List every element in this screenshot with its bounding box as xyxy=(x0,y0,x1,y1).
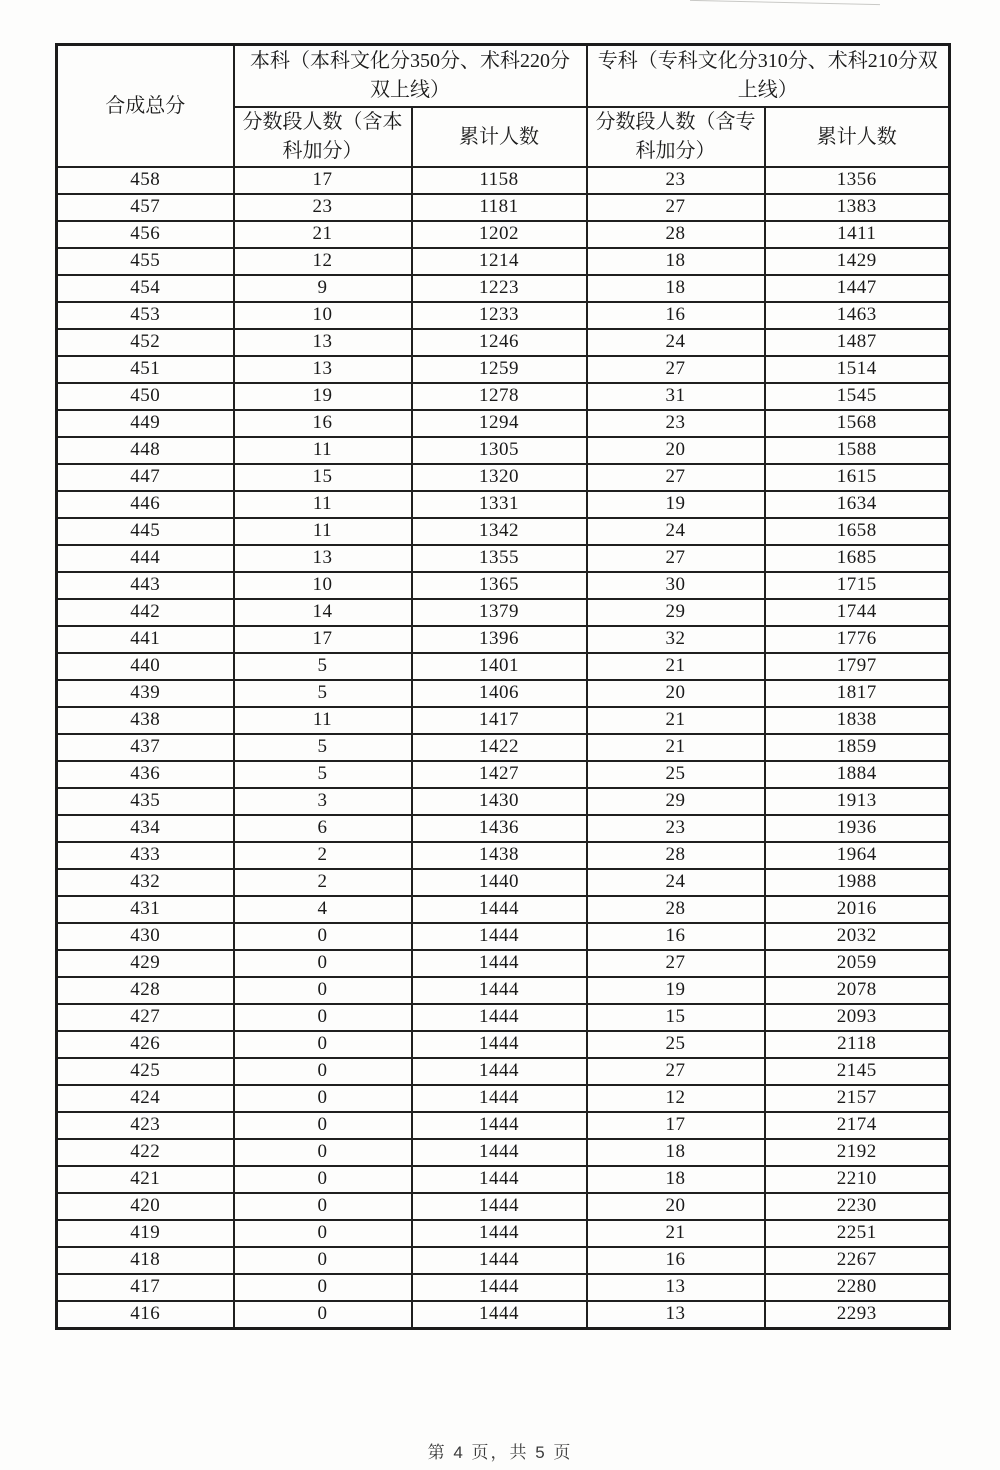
cell-composite-score: 442 xyxy=(57,599,234,626)
cell-benke-cumulative: 1444 xyxy=(412,1031,587,1058)
cell-benke-segment: 10 xyxy=(234,302,412,329)
cell-benke-cumulative: 1396 xyxy=(412,626,587,653)
cell-zhuanke-segment: 16 xyxy=(587,923,765,950)
cell-composite-score: 427 xyxy=(57,1004,234,1031)
cell-benke-cumulative: 1427 xyxy=(412,761,587,788)
table-row xyxy=(57,248,950,275)
cell-benke-segment: 5 xyxy=(234,734,412,761)
cell-benke-segment: 5 xyxy=(234,680,412,707)
table-row xyxy=(57,1031,950,1058)
header-benke-cumulative-count: 累计人数 xyxy=(412,107,587,167)
cell-zhuanke-segment: 24 xyxy=(587,869,765,896)
cell-zhuanke-cumulative: 2192 xyxy=(765,1139,950,1166)
table-row xyxy=(57,707,950,734)
cell-zhuanke-cumulative: 1588 xyxy=(765,437,950,464)
cell-zhuanke-segment: 28 xyxy=(587,842,765,869)
cell-zhuanke-segment: 18 xyxy=(587,1166,765,1193)
cell-benke-segment: 11 xyxy=(234,437,412,464)
cell-zhuanke-cumulative: 1859 xyxy=(765,734,950,761)
cell-zhuanke-cumulative: 2157 xyxy=(765,1085,950,1112)
table-row xyxy=(57,1139,950,1166)
table-row xyxy=(57,923,950,950)
cell-benke-segment: 2 xyxy=(234,869,412,896)
header-benke-group: 本科（本科文化分350分、术科220分双上线） xyxy=(234,45,587,108)
cell-zhuanke-segment: 23 xyxy=(587,815,765,842)
table-body xyxy=(57,167,950,1329)
table-row xyxy=(57,761,950,788)
cell-benke-cumulative: 1444 xyxy=(412,977,587,1004)
cell-zhuanke-segment: 25 xyxy=(587,761,765,788)
table-row xyxy=(57,842,950,869)
cell-benke-cumulative: 1202 xyxy=(412,221,587,248)
table-row xyxy=(57,1112,950,1139)
cell-zhuanke-cumulative: 1463 xyxy=(765,302,950,329)
cell-composite-score: 440 xyxy=(57,653,234,680)
header-group-row xyxy=(57,45,950,108)
table-row xyxy=(57,545,950,572)
cell-benke-cumulative: 1355 xyxy=(412,545,587,572)
cell-benke-segment: 11 xyxy=(234,518,412,545)
cell-zhuanke-cumulative: 2093 xyxy=(765,1004,950,1031)
cell-benke-cumulative: 1444 xyxy=(412,923,587,950)
cell-zhuanke-segment: 29 xyxy=(587,599,765,626)
table-row xyxy=(57,1220,950,1247)
cell-benke-cumulative: 1444 xyxy=(412,1247,587,1274)
table-row xyxy=(57,1004,950,1031)
cell-zhuanke-cumulative: 1447 xyxy=(765,275,950,302)
cell-zhuanke-segment: 21 xyxy=(587,1220,765,1247)
cell-benke-cumulative: 1444 xyxy=(412,1085,587,1112)
cell-benke-segment: 19 xyxy=(234,383,412,410)
cell-zhuanke-cumulative: 1913 xyxy=(765,788,950,815)
cell-benke-cumulative: 1379 xyxy=(412,599,587,626)
cell-zhuanke-segment: 12 xyxy=(587,1085,765,1112)
cell-zhuanke-segment: 27 xyxy=(587,1058,765,1085)
cell-zhuanke-cumulative: 1514 xyxy=(765,356,950,383)
cell-benke-cumulative: 1214 xyxy=(412,248,587,275)
cell-composite-score: 456 xyxy=(57,221,234,248)
table-row xyxy=(57,1247,950,1274)
cell-composite-score: 426 xyxy=(57,1031,234,1058)
table-row xyxy=(57,275,950,302)
cell-benke-cumulative: 1444 xyxy=(412,1058,587,1085)
table-row xyxy=(57,437,950,464)
cell-benke-segment: 0 xyxy=(234,1193,412,1220)
cell-benke-segment: 14 xyxy=(234,599,412,626)
cell-zhuanke-segment: 17 xyxy=(587,1112,765,1139)
table-row xyxy=(57,410,950,437)
cell-benke-segment: 0 xyxy=(234,1058,412,1085)
cell-zhuanke-segment: 19 xyxy=(587,491,765,518)
cell-zhuanke-segment: 20 xyxy=(587,437,765,464)
cell-benke-segment: 15 xyxy=(234,464,412,491)
cell-benke-segment: 0 xyxy=(234,1112,412,1139)
cell-zhuanke-cumulative: 2230 xyxy=(765,1193,950,1220)
header-benke-segment-count: 分数段人数（含本科加分） xyxy=(234,107,412,167)
table-row xyxy=(57,572,950,599)
cell-benke-cumulative: 1406 xyxy=(412,680,587,707)
cell-benke-cumulative: 1444 xyxy=(412,1139,587,1166)
cell-benke-segment: 17 xyxy=(234,167,412,194)
cell-benke-segment: 11 xyxy=(234,707,412,734)
cell-zhuanke-cumulative: 1487 xyxy=(765,329,950,356)
cell-zhuanke-cumulative: 1988 xyxy=(765,869,950,896)
cell-composite-score: 443 xyxy=(57,572,234,599)
table-row xyxy=(57,464,950,491)
cell-benke-segment: 0 xyxy=(234,1031,412,1058)
cell-benke-cumulative: 1444 xyxy=(412,1166,587,1193)
cell-benke-cumulative: 1278 xyxy=(412,383,587,410)
cell-zhuanke-cumulative: 1658 xyxy=(765,518,950,545)
cell-benke-segment: 5 xyxy=(234,653,412,680)
cell-benke-segment: 0 xyxy=(234,1274,412,1301)
cell-benke-segment: 4 xyxy=(234,896,412,923)
cell-benke-cumulative: 1444 xyxy=(412,1193,587,1220)
cell-zhuanke-cumulative: 1568 xyxy=(765,410,950,437)
cell-zhuanke-segment: 31 xyxy=(587,383,765,410)
cell-benke-cumulative: 1233 xyxy=(412,302,587,329)
scan-artifact-line xyxy=(690,0,880,5)
cell-composite-score: 434 xyxy=(57,815,234,842)
cell-zhuanke-segment: 23 xyxy=(587,410,765,437)
cell-benke-segment: 0 xyxy=(234,1220,412,1247)
cell-benke-cumulative: 1259 xyxy=(412,356,587,383)
cell-zhuanke-segment: 23 xyxy=(587,167,765,194)
cell-zhuanke-cumulative: 2210 xyxy=(765,1166,950,1193)
cell-zhuanke-segment: 21 xyxy=(587,707,765,734)
cell-zhuanke-cumulative: 2016 xyxy=(765,896,950,923)
cell-composite-score: 437 xyxy=(57,734,234,761)
cell-benke-cumulative: 1223 xyxy=(412,275,587,302)
cell-zhuanke-cumulative: 2174 xyxy=(765,1112,950,1139)
cell-zhuanke-segment: 28 xyxy=(587,896,765,923)
cell-benke-segment: 0 xyxy=(234,950,412,977)
cell-composite-score: 445 xyxy=(57,518,234,545)
cell-zhuanke-segment: 25 xyxy=(587,1031,765,1058)
cell-zhuanke-segment: 19 xyxy=(587,977,765,1004)
table-row xyxy=(57,815,950,842)
cell-benke-cumulative: 1331 xyxy=(412,491,587,518)
table-row xyxy=(57,1193,950,1220)
cell-benke-cumulative: 1444 xyxy=(412,1274,587,1301)
table-row xyxy=(57,950,950,977)
cell-zhuanke-segment: 20 xyxy=(587,1193,765,1220)
cell-benke-segment: 13 xyxy=(234,545,412,572)
cell-benke-cumulative: 1440 xyxy=(412,869,587,896)
cell-zhuanke-cumulative: 1545 xyxy=(765,383,950,410)
table-row xyxy=(57,1274,950,1301)
cell-composite-score: 430 xyxy=(57,923,234,950)
table-row xyxy=(57,1301,950,1329)
cell-benke-cumulative: 1444 xyxy=(412,896,587,923)
cell-zhuanke-cumulative: 1936 xyxy=(765,815,950,842)
cell-benke-cumulative: 1320 xyxy=(412,464,587,491)
cell-zhuanke-segment: 29 xyxy=(587,788,765,815)
cell-composite-score: 439 xyxy=(57,680,234,707)
cell-zhuanke-cumulative: 1411 xyxy=(765,221,950,248)
cell-benke-cumulative: 1342 xyxy=(412,518,587,545)
cell-composite-score: 452 xyxy=(57,329,234,356)
cell-zhuanke-cumulative: 2267 xyxy=(765,1247,950,1274)
cell-composite-score: 441 xyxy=(57,626,234,653)
cell-benke-segment: 17 xyxy=(234,626,412,653)
cell-zhuanke-cumulative: 1884 xyxy=(765,761,950,788)
cell-zhuanke-cumulative: 2145 xyxy=(765,1058,950,1085)
cell-composite-score: 418 xyxy=(57,1247,234,1274)
cell-zhuanke-segment: 21 xyxy=(587,653,765,680)
cell-benke-segment: 13 xyxy=(234,329,412,356)
cell-composite-score: 453 xyxy=(57,302,234,329)
cell-benke-segment: 9 xyxy=(234,275,412,302)
header-zhuanke-group: 专科（专科文化分310分、术科210分双上线） xyxy=(587,45,950,108)
cell-zhuanke-segment: 24 xyxy=(587,518,765,545)
table-row xyxy=(57,734,950,761)
cell-zhuanke-segment: 27 xyxy=(587,356,765,383)
cell-zhuanke-segment: 27 xyxy=(587,194,765,221)
cell-zhuanke-cumulative: 1776 xyxy=(765,626,950,653)
cell-benke-cumulative: 1246 xyxy=(412,329,587,356)
cell-composite-score: 449 xyxy=(57,410,234,437)
cell-zhuanke-segment: 27 xyxy=(587,950,765,977)
cell-benke-cumulative: 1444 xyxy=(412,1220,587,1247)
cell-composite-score: 423 xyxy=(57,1112,234,1139)
cell-composite-score: 428 xyxy=(57,977,234,1004)
cell-benke-cumulative: 1444 xyxy=(412,1112,587,1139)
cell-composite-score: 457 xyxy=(57,194,234,221)
table-row xyxy=(57,383,950,410)
cell-benke-cumulative: 1305 xyxy=(412,437,587,464)
cell-zhuanke-segment: 16 xyxy=(587,1247,765,1274)
cell-zhuanke-cumulative: 1817 xyxy=(765,680,950,707)
table-row xyxy=(57,869,950,896)
cell-benke-segment: 16 xyxy=(234,410,412,437)
cell-composite-score: 435 xyxy=(57,788,234,815)
cell-composite-score: 422 xyxy=(57,1139,234,1166)
cell-composite-score: 419 xyxy=(57,1220,234,1247)
cell-zhuanke-cumulative: 1744 xyxy=(765,599,950,626)
cell-composite-score: 446 xyxy=(57,491,234,518)
table-row xyxy=(57,167,950,194)
cell-benke-segment: 0 xyxy=(234,1085,412,1112)
cell-benke-cumulative: 1181 xyxy=(412,194,587,221)
cell-zhuanke-segment: 24 xyxy=(587,329,765,356)
cell-composite-score: 436 xyxy=(57,761,234,788)
cell-benke-cumulative: 1444 xyxy=(412,1301,587,1329)
cell-composite-score: 424 xyxy=(57,1085,234,1112)
cell-zhuanke-cumulative: 2251 xyxy=(765,1220,950,1247)
cell-composite-score: 431 xyxy=(57,896,234,923)
cell-zhuanke-segment: 27 xyxy=(587,464,765,491)
table-row xyxy=(57,356,950,383)
cell-zhuanke-segment: 18 xyxy=(587,275,765,302)
cell-zhuanke-cumulative: 2032 xyxy=(765,923,950,950)
cell-benke-segment: 11 xyxy=(234,491,412,518)
cell-benke-cumulative: 1401 xyxy=(412,653,587,680)
cell-composite-score: 458 xyxy=(57,167,234,194)
cell-benke-cumulative: 1444 xyxy=(412,950,587,977)
cell-composite-score: 447 xyxy=(57,464,234,491)
cell-zhuanke-segment: 18 xyxy=(587,248,765,275)
header-zhuanke-segment-count: 分数段人数（含专科加分） xyxy=(587,107,765,167)
cell-benke-segment: 3 xyxy=(234,788,412,815)
cell-benke-cumulative: 1158 xyxy=(412,167,587,194)
cell-benke-segment: 5 xyxy=(234,761,412,788)
cell-zhuanke-cumulative: 1685 xyxy=(765,545,950,572)
cell-benke-segment: 0 xyxy=(234,1139,412,1166)
cell-zhuanke-cumulative: 1615 xyxy=(765,464,950,491)
cell-zhuanke-cumulative: 2293 xyxy=(765,1301,950,1329)
cell-zhuanke-segment: 32 xyxy=(587,626,765,653)
cell-zhuanke-cumulative: 2280 xyxy=(765,1274,950,1301)
cell-zhuanke-cumulative: 2078 xyxy=(765,977,950,1004)
table-row xyxy=(57,329,950,356)
cell-zhuanke-cumulative: 2118 xyxy=(765,1031,950,1058)
cell-composite-score: 451 xyxy=(57,356,234,383)
cell-zhuanke-segment: 27 xyxy=(587,545,765,572)
cell-zhuanke-segment: 18 xyxy=(587,1139,765,1166)
table-row xyxy=(57,626,950,653)
cell-benke-cumulative: 1438 xyxy=(412,842,587,869)
table-row xyxy=(57,518,950,545)
cell-benke-segment: 0 xyxy=(234,1004,412,1031)
cell-zhuanke-cumulative: 1797 xyxy=(765,653,950,680)
cell-zhuanke-cumulative: 1715 xyxy=(765,572,950,599)
cell-zhuanke-segment: 15 xyxy=(587,1004,765,1031)
cell-composite-score: 420 xyxy=(57,1193,234,1220)
cell-composite-score: 416 xyxy=(57,1301,234,1329)
cell-zhuanke-cumulative: 1964 xyxy=(765,842,950,869)
cell-composite-score: 429 xyxy=(57,950,234,977)
table-row xyxy=(57,1166,950,1193)
cell-benke-cumulative: 1430 xyxy=(412,788,587,815)
table-row xyxy=(57,896,950,923)
table-row xyxy=(57,221,950,248)
cell-benke-segment: 12 xyxy=(234,248,412,275)
table-header xyxy=(57,45,950,168)
table-row xyxy=(57,788,950,815)
cell-zhuanke-segment: 20 xyxy=(587,680,765,707)
cell-composite-score: 455 xyxy=(57,248,234,275)
cell-composite-score: 433 xyxy=(57,842,234,869)
page-footer: 第 4 页，共 5 页 xyxy=(427,1443,573,1462)
cell-zhuanke-cumulative: 1356 xyxy=(765,167,950,194)
cell-benke-cumulative: 1365 xyxy=(412,572,587,599)
cell-zhuanke-segment: 13 xyxy=(587,1301,765,1329)
cell-benke-segment: 13 xyxy=(234,356,412,383)
cell-composite-score: 421 xyxy=(57,1166,234,1193)
cell-composite-score: 448 xyxy=(57,437,234,464)
table-row xyxy=(57,1085,950,1112)
cell-zhuanke-segment: 28 xyxy=(587,221,765,248)
cell-benke-cumulative: 1422 xyxy=(412,734,587,761)
cell-composite-score: 450 xyxy=(57,383,234,410)
cell-composite-score: 444 xyxy=(57,545,234,572)
cell-benke-segment: 6 xyxy=(234,815,412,842)
cell-composite-score: 438 xyxy=(57,707,234,734)
cell-benke-segment: 0 xyxy=(234,1166,412,1193)
cell-composite-score: 417 xyxy=(57,1274,234,1301)
cell-zhuanke-cumulative: 1634 xyxy=(765,491,950,518)
cell-composite-score: 454 xyxy=(57,275,234,302)
cell-benke-cumulative: 1417 xyxy=(412,707,587,734)
cell-benke-cumulative: 1444 xyxy=(412,1004,587,1031)
score-distribution-table xyxy=(55,43,951,1330)
table-row xyxy=(57,599,950,626)
cell-benke-cumulative: 1294 xyxy=(412,410,587,437)
cell-benke-cumulative: 1436 xyxy=(412,815,587,842)
cell-benke-segment: 0 xyxy=(234,1247,412,1274)
table-row xyxy=(57,653,950,680)
cell-zhuanke-cumulative: 1383 xyxy=(765,194,950,221)
cell-composite-score: 432 xyxy=(57,869,234,896)
table-row xyxy=(57,302,950,329)
cell-benke-segment: 10 xyxy=(234,572,412,599)
header-composite-score: 合成总分 xyxy=(57,45,234,168)
table-row xyxy=(57,680,950,707)
cell-zhuanke-cumulative: 2059 xyxy=(765,950,950,977)
table-row xyxy=(57,491,950,518)
cell-zhuanke-segment: 21 xyxy=(587,734,765,761)
cell-benke-segment: 0 xyxy=(234,977,412,1004)
cell-benke-segment: 0 xyxy=(234,1301,412,1329)
cell-benke-segment: 21 xyxy=(234,221,412,248)
cell-zhuanke-segment: 16 xyxy=(587,302,765,329)
cell-benke-segment: 0 xyxy=(234,923,412,950)
cell-benke-segment: 2 xyxy=(234,842,412,869)
table-row xyxy=(57,1058,950,1085)
table-row xyxy=(57,194,950,221)
cell-zhuanke-segment: 13 xyxy=(587,1274,765,1301)
header-zhuanke-cumulative-count: 累计人数 xyxy=(765,107,950,167)
cell-zhuanke-segment: 30 xyxy=(587,572,765,599)
table-row xyxy=(57,977,950,1004)
cell-zhuanke-cumulative: 1429 xyxy=(765,248,950,275)
cell-benke-segment: 23 xyxy=(234,194,412,221)
cell-zhuanke-cumulative: 1838 xyxy=(765,707,950,734)
cell-composite-score: 425 xyxy=(57,1058,234,1085)
